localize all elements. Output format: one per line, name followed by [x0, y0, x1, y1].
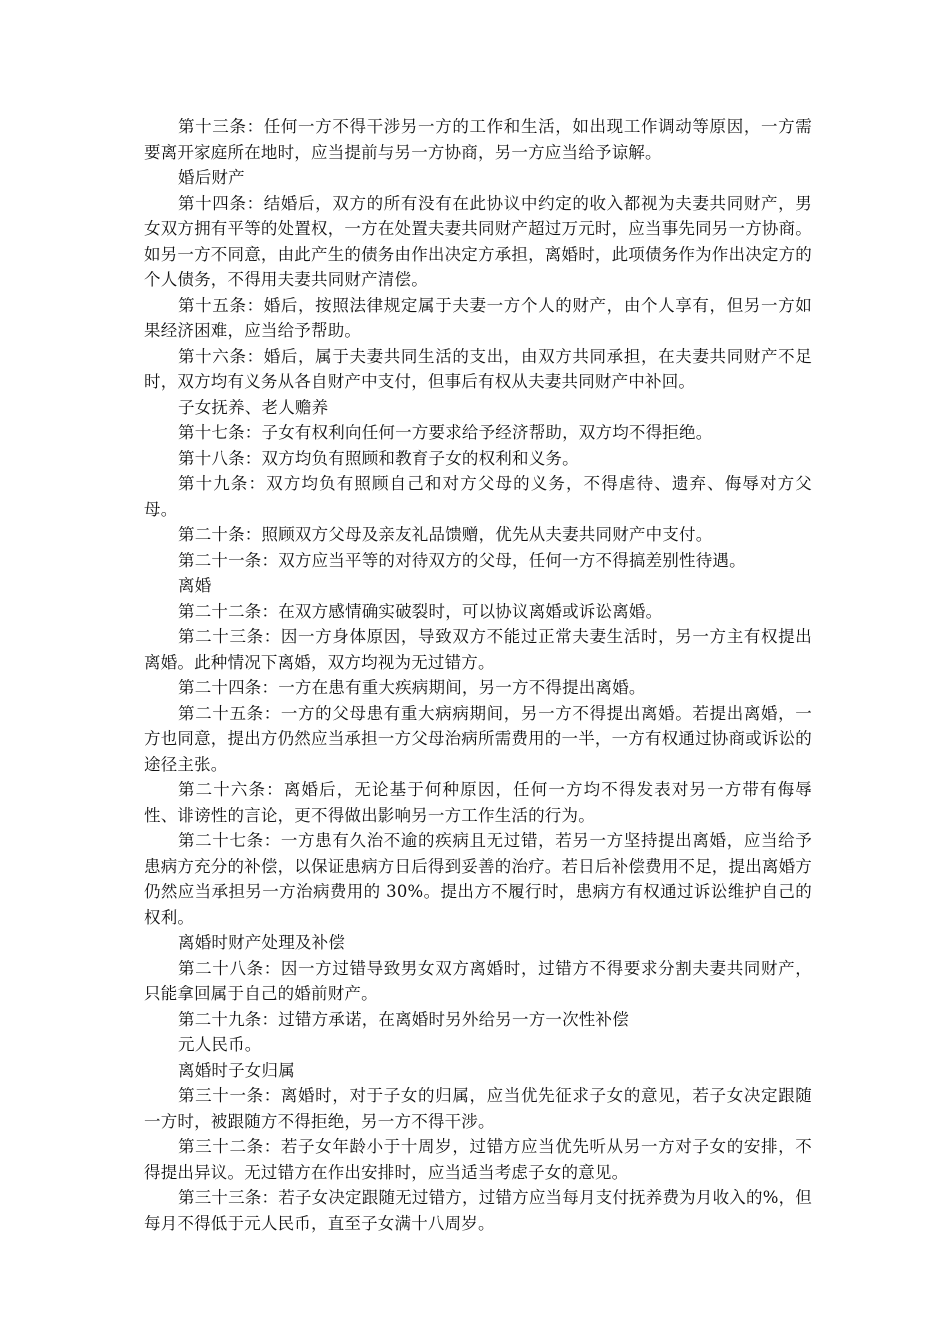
- article-23: 第二十三条：因一方身体原因，导致双方不能过正常夫妻生活时，另一方主有权提出离婚。此种情况下离婚，双方均视为无过错方。: [144, 627, 812, 672]
- article-33: 第三十三条：若子女决定跟随无过错方，过错方应当每月支付抚养费为月收入的%，但每月不得低于元人民币，直至子女满十八周岁。: [144, 1188, 812, 1233]
- article-18: 第十八条：双方均负有照顾和教育子女的权利和义务。: [178, 448, 579, 468]
- article-16: 第十六条：婚后，属于夫妻共同生活的支出，由双方共同承担，在夫妻共同财产不足时，双方均有义务从各自财产中支付，但事后有权从夫妻共同财产中补回。: [144, 346, 812, 391]
- section-heading-divorce-property: 离婚时财产处理及补偿: [178, 933, 345, 952]
- article-14: 第十四条：结婚后，双方的所有没有在此协议中约定的收入都视为夫妻共同财产，男女双方拥有平等的处置权，一方在处置夫妻共同财产超过万元时，应当事先同另一方协商。如另一方不同意，由此产生的债务由作出决定方承担，离婚时，此项债务作为作出决定方的个人债务，不得用夫妻共同财产清偿。: [144, 193, 812, 289]
- article-22: 第二十二条：在双方感情确实破裂时，可以协议离婚或诉讼离婚。: [178, 601, 663, 621]
- article-24: 第二十四条：一方在患有重大疾病期间，另一方不得提出离婚。: [178, 678, 646, 697]
- section-heading-divorce: 离婚: [178, 576, 212, 595]
- article-26: 第二十六条：离婚后，无论基于何种原因，任何一方均不得发表对另一方带有侮辱性、诽谤性的言论，更不得做出影响另一方工作生活的行为。: [144, 780, 812, 825]
- article-17: 第十七条：子女有权利向任何一方要求给予经济帮助，双方均不得拒绝。: [178, 423, 713, 442]
- article-15: 第十五条：婚后，按照法律规定属于夫妻一方个人的财产，由个人享有，但另一方如果经济困难，应当给予帮助。: [144, 295, 812, 340]
- section-heading-child-custody: 离婚时子女归属: [178, 1060, 295, 1080]
- article-28: 第二十八条：因一方过错导致男女双方离婚时，过错方不得要求分割夫妻共同财产，只能拿回属于自己的婚前财产。: [144, 958, 812, 1003]
- article-20: 第二十条：照顾双方父母及亲友礼品馈赠，优先从夫妻共同财产中支付。: [178, 525, 713, 544]
- article-27: 第二十七条：一方患有久治不逾的疾病且无过错，若另一方坚持提出离婚，应当给予患病方充分的补偿，以保证患病方日后得到妥善的治疗。若日后补偿费用不足，提出离婚方仍然应当承担另一方治病费用的 30%。提出方不履行时，患病方有权通过诉讼维护自己的权利。: [144, 831, 812, 927]
- article-29: 第二十九条：过错方承诺，在离婚时另外给另一方一次性补偿: [178, 1009, 629, 1029]
- section-heading-child-and-elder-care: 子女抚养、老人赡养: [178, 397, 329, 417]
- article-29-continuation: 元人民币。: [178, 1035, 262, 1054]
- article-13: 第十三条：任何一方不得干涉另一方的工作和生活，如出现工作调动等原因，一方需要离开家庭所在地时，应当提前与另一方协商，另一方应当给予谅解。: [144, 117, 812, 162]
- section-heading-post-marital-property: 婚后财产: [178, 168, 245, 187]
- article-32: 第三十二条：若子女年龄小于十周岁，过错方应当优先听从另一方对子女的安排，不得提出异议。无过错方在作出安排时，应当适当考虑子女的意见。: [144, 1137, 812, 1182]
- article-25: 第二十五条：一方的父母患有重大病病期间，另一方不得提出离婚。若提出离婚，一方也同意，提出方仍然应当承担一方父母治病所需费用的一半，一方有权通过协商或诉讼的途径主张。: [144, 703, 812, 774]
- document-page: [144, 114, 812, 1236]
- article-19: 第十九条：双方均负有照顾自己和对方父母的义务，不得虐待、遗弃、侮辱对方父母。: [144, 474, 812, 519]
- article-21: 第二十一条：双方应当平等的对待双方的父母，任何一方不得搞差别性待遇。: [178, 550, 746, 570]
- article-31: 第三十一条：离婚时，对于子女的归属，应当优先征求子女的意见，若子女决定跟随一方时，被跟随方不得拒绝，另一方不得干涉。: [144, 1086, 812, 1131]
